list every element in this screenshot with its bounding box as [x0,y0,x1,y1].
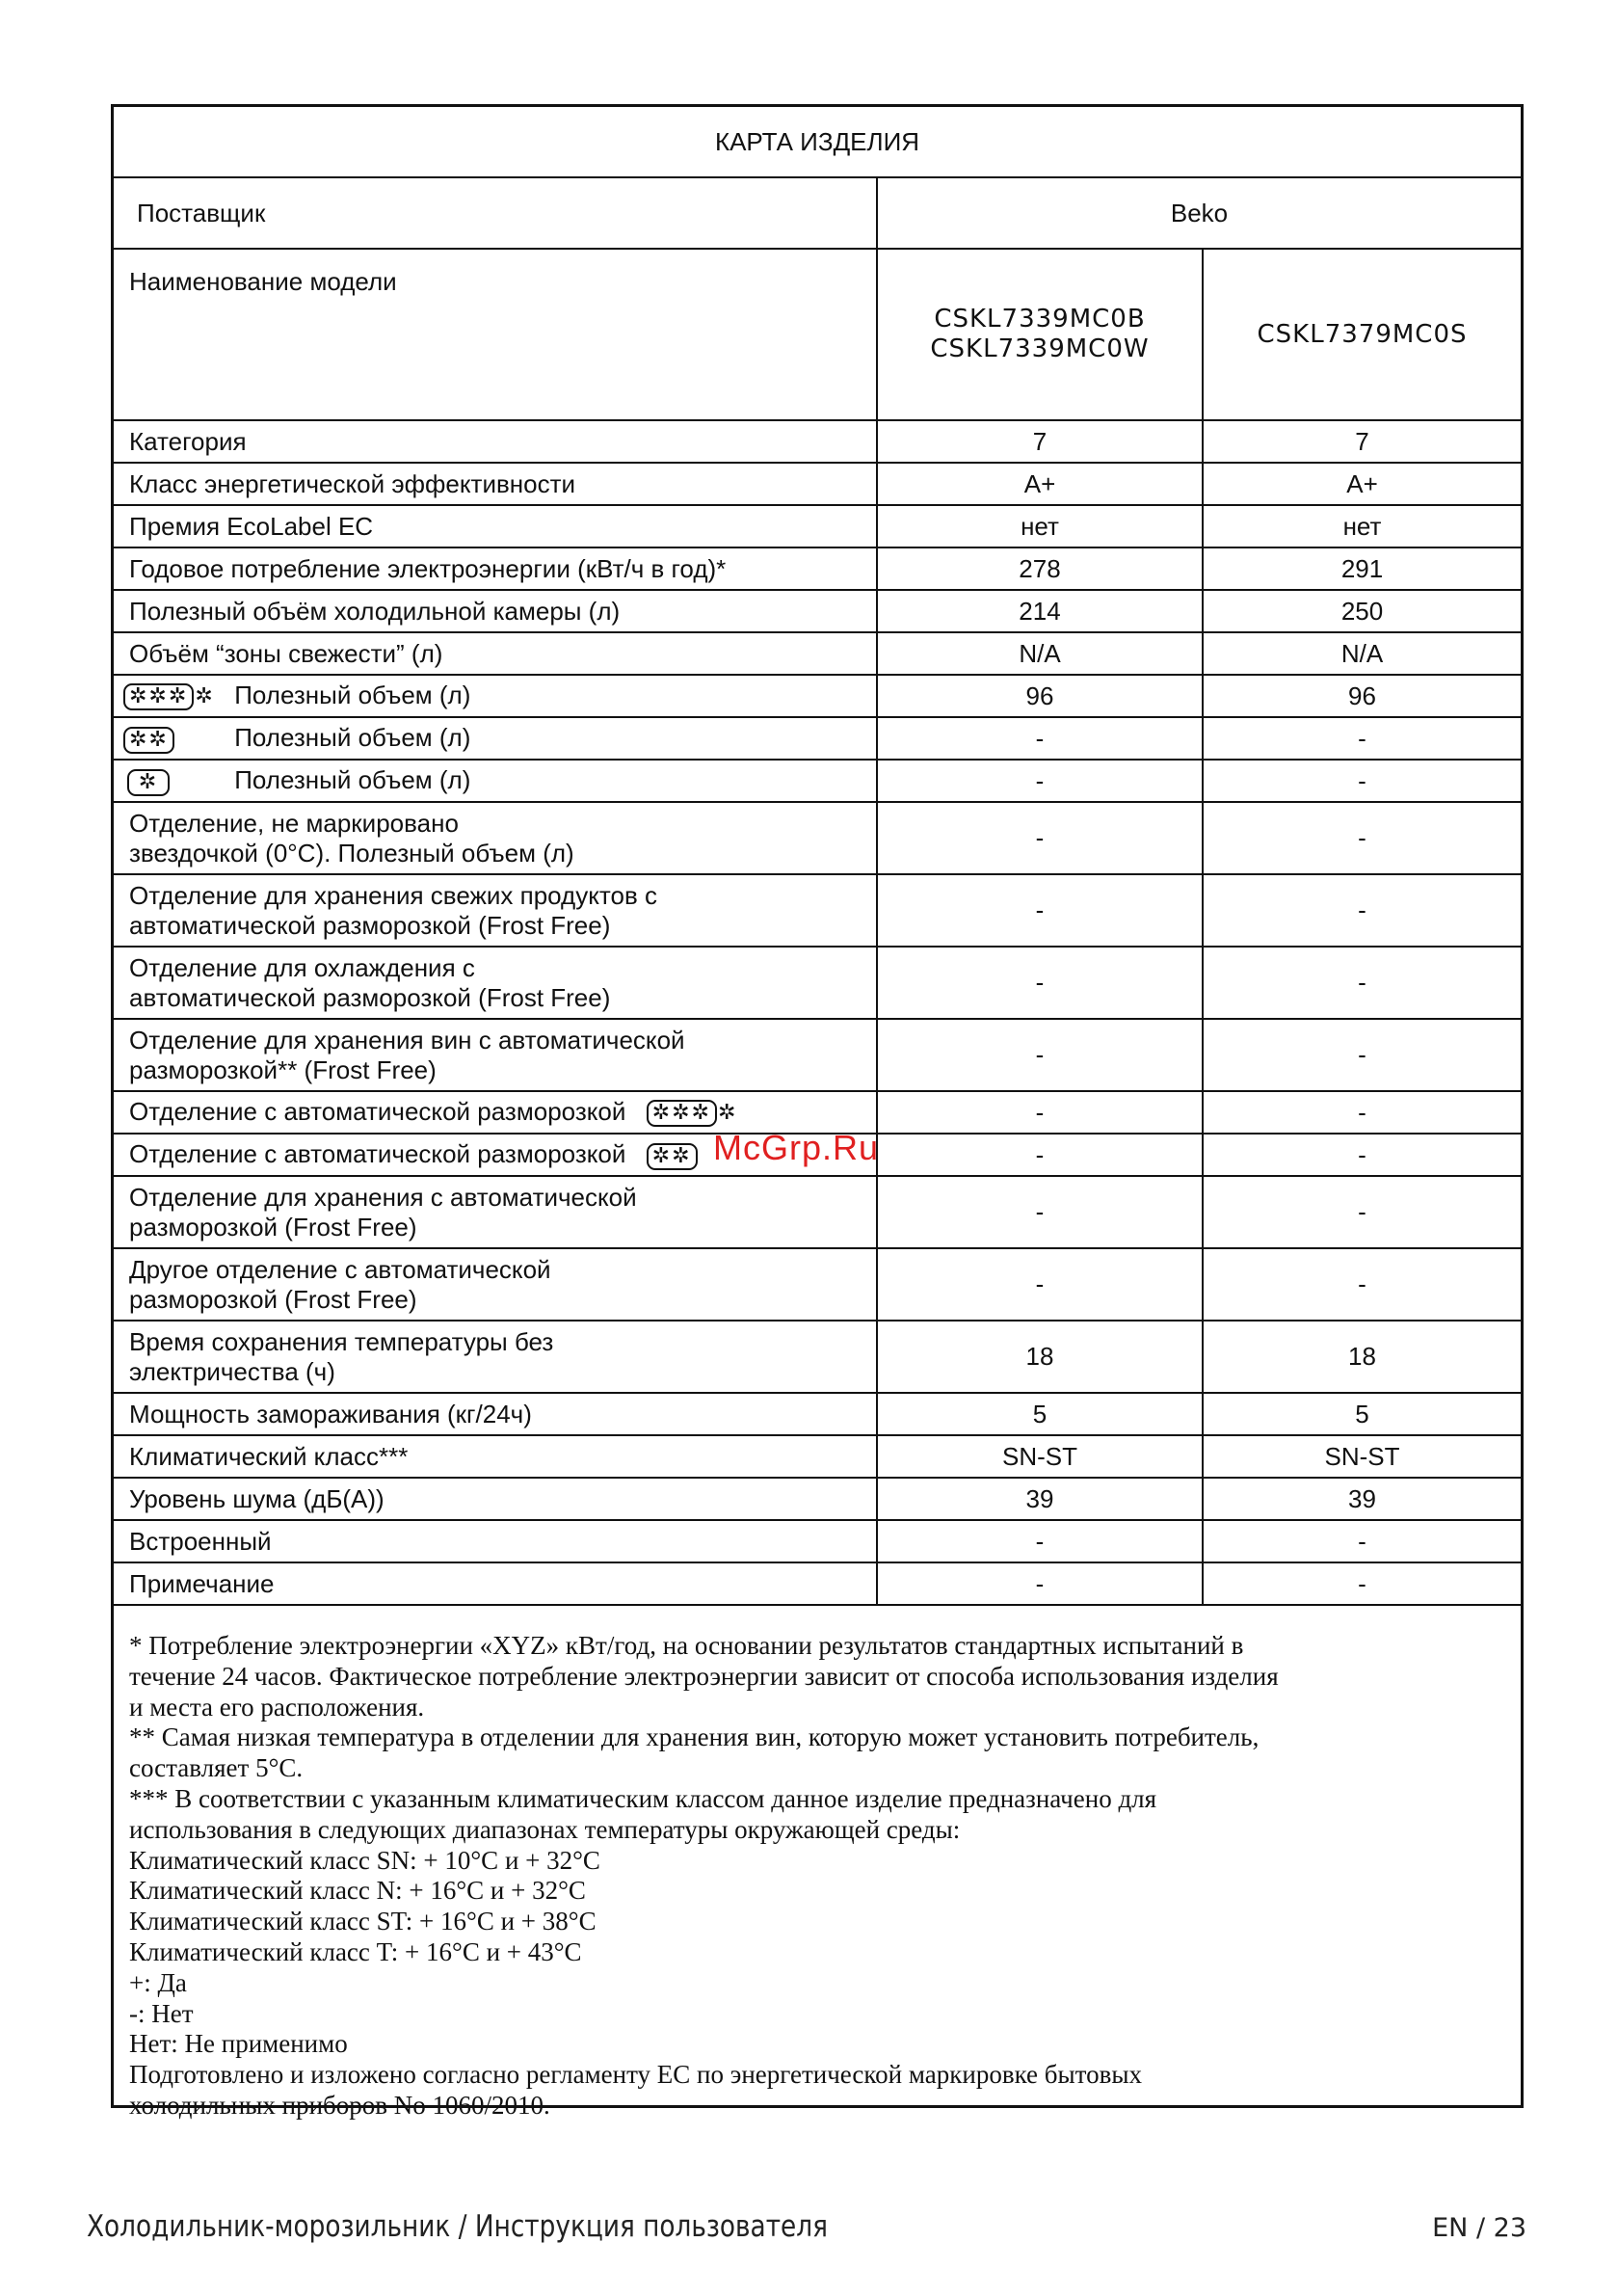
row-label [114,1176,877,1248]
row-value-2: N/A [1203,632,1521,675]
page-number: EN / 23 [1432,2213,1526,2243]
row-value-2: - [1203,802,1521,874]
table-row [114,463,1521,505]
table-row [114,675,1521,717]
table-row [114,632,1521,675]
footnote-line: Нет: Не применимо [129,2029,348,2059]
footnote-line: течение 24 часов. Фактическое потребление электроэнергии зависит от способа использования изделия [129,1661,1279,1691]
row-value-1: A+ [877,463,1203,505]
row-label: Объём “зоны свежести” (л) [114,632,877,675]
four-star-icon [647,1098,736,1128]
row-value-2: 250 [1203,590,1521,632]
row-label [114,802,877,874]
row-label [114,1248,877,1321]
row-value-1: 5 [877,1393,1203,1435]
product-card-table [114,107,1521,1606]
row-value-1: - [877,1248,1203,1321]
footnote-line: Климатический класс SN: + 10°C и + 32°C [129,1845,600,1875]
row-label: Уровень шума (дБ(А)) [114,1478,877,1520]
row-value-1: - [877,760,1203,802]
row-value-2: - [1203,1019,1521,1091]
footnote-line: и места его расположения. [129,1692,425,1722]
row-label-line2: разморозкой (Frost Free) [129,1284,417,1314]
footnote-line: Подготовлено и изложено согласно регламенту ЕС по энергетической маркировке бытовых [129,2060,1142,2090]
row-label: Климатический класс*** [114,1435,877,1478]
row-value-1: - [877,1176,1203,1248]
row-value-1: - [877,874,1203,947]
row-label-one-star [114,760,877,802]
table-row [114,947,1521,1019]
row-label-line2: электричества (ч) [129,1356,335,1386]
row-label-line2: автоматической разморозкой (Frost Free) [129,910,611,940]
footnote-line: Климатический класс T: + 16°C и + 43°C [129,1936,582,1966]
model-label: Наименование модели [114,249,877,420]
row-value-1: - [877,1134,1203,1176]
footnote-line: Климатический класс ST: + 16°C и + 38°C [129,1907,597,1936]
row-label-line2: разморозкой (Frost Free) [129,1212,417,1241]
row-label: Примечание [114,1562,877,1605]
star-box: ✲✲ [123,727,174,754]
four-star-icon [123,681,227,711]
row-label: Премия EcoLabel ЕС [114,505,877,547]
row-label [114,1321,877,1393]
card-title: КАРТА ИЗДЕЛИЯ [114,107,1521,177]
row-label-text: Полезный объем (л) [234,723,471,753]
row-value-1: - [877,1019,1203,1091]
row-value-2: SN-ST [1203,1435,1521,1478]
row-value-1: N/A [877,632,1203,675]
table-row [114,590,1521,632]
row-label-line1: Отделение, не маркировано [129,808,459,838]
table-row [114,802,1521,874]
footnote-line: +: Да [129,1967,187,1997]
row-label-text: Полезный объем (л) [234,680,471,709]
row-value-2: - [1203,1562,1521,1605]
row-label: Встроенный [114,1520,877,1562]
row-label-text: Отделение с автоматической разморозкой [129,1139,626,1169]
row-value-2: A+ [1203,463,1521,505]
footnote-line: * Потребление электроэнергии «XYZ» кВт/год, на основании результатов стандартных испытаний в [129,1631,1244,1660]
row-label-line1: Отделение для хранения свежих продуктов с [129,880,658,910]
row-label-line1: Другое отделение с автоматической [129,1254,551,1284]
row-value-1: нет [877,505,1203,547]
row-label-line1: Отделение для охлаждения с [129,952,475,982]
footnote-line: использования в следующих диапазонах температуры окружающей среды: [129,1814,961,1844]
row-label-line2: автоматической разморозкой (Frost Free) [129,982,611,1012]
row-value-1: 278 [877,547,1203,590]
table-row [114,1019,1521,1091]
row-label: Полезный объём холодильной камеры (л) [114,590,877,632]
product-card [111,104,1524,2120]
table-row [114,420,1521,463]
row-value-1: 7 [877,420,1203,463]
footnote-line: холодильных приборов No 1060/2010. [129,2090,550,2120]
table-row [114,1562,1521,1605]
row-label [114,947,877,1019]
row-label-text: Отделение с автоматической разморозкой [129,1096,626,1126]
row-value-1: - [877,947,1203,1019]
star-box: ✲ [127,769,170,796]
row-value-2: 7 [1203,420,1521,463]
row-label [114,874,877,947]
row-label-line2: разморозкой** (Frost Free) [129,1055,437,1084]
row-value-2: - [1203,717,1521,760]
row-value-2: нет [1203,505,1521,547]
row-value-2: - [1203,1248,1521,1321]
row-label [114,1019,877,1091]
row-value-1: - [877,1520,1203,1562]
star-box: ✲✲✲ [647,1100,717,1127]
table-row [114,717,1521,760]
supplier-value: Beko [877,177,1521,249]
watermark: McGrp.Ru [713,1128,880,1167]
star-free: ✲ [195,684,213,709]
row-value-2: 96 [1203,675,1521,717]
row-label: Мощность замораживания (кг/24ч) [114,1393,877,1435]
row-value-1: SN-ST [877,1435,1203,1478]
two-star-icon [647,1143,698,1170]
table-row [114,1478,1521,1520]
row-value-2: - [1203,947,1521,1019]
row-value-2: - [1203,760,1521,802]
model-col1 [877,249,1203,420]
table-row [114,1176,1521,1248]
table-row [114,505,1521,547]
row-value-1: - [877,802,1203,874]
table-row [114,547,1521,590]
row-value-2: 18 [1203,1321,1521,1393]
row-label-four-star [114,675,877,717]
row-label-two-star [114,717,877,760]
model-col1-line2: CSKL7339MC0W [930,334,1150,363]
star-box: ✲✲✲ [123,683,194,710]
row-value-2: - [1203,1091,1521,1134]
model-col1-line1: CSKL7339MC0B [934,305,1146,334]
row-value-2: 39 [1203,1478,1521,1520]
row-value-1: 214 [877,590,1203,632]
row-label-line1: Отделение для хранения с автоматической [129,1182,637,1212]
row-value-2: 291 [1203,547,1521,590]
table-row [114,874,1521,947]
row-label-text: Полезный объем (л) [234,765,471,795]
table-row [114,760,1521,802]
footnote-line: -: Нет [129,1998,194,2028]
row-value-2: 5 [1203,1393,1521,1435]
table-row [114,1393,1521,1435]
supplier-label: Поставщик [114,177,877,249]
row-label-line2: звездочкой (0°C). Полезный объем (л) [129,838,574,868]
footnotes [114,1606,1521,2122]
row-value-2: - [1203,1520,1521,1562]
star-box: ✲✲ [647,1143,698,1170]
row-value-1: 96 [877,675,1203,717]
footnote-line: *** В соответствии с указанным климатическим классом данное изделие предназначено для [129,1783,1157,1813]
footer-title: Холодильник-морозильник / Инструкция пользователя [87,2209,828,2244]
table-row [114,1520,1521,1562]
row-label: Годовое потребление электроэнергии (кВт/ч в год)* [114,547,877,590]
row-value-2: - [1203,874,1521,947]
footnote-line: ** Самая низкая температура в отделении для хранения вин, которую может установить потребитель, [129,1722,1260,1752]
row-value-1: 18 [877,1321,1203,1393]
table-row [114,1435,1521,1478]
row-value-1: - [877,717,1203,760]
row-label: Категория [114,420,877,463]
row-label-line1: Отделение для хранения вин с автоматической [129,1025,685,1055]
one-star-icon [127,769,227,796]
row-value-2: - [1203,1176,1521,1248]
footnote-line: составляет 5°C. [129,1753,304,1783]
two-star-icon [123,727,227,754]
footnote-line: Климатический класс N: + 16°C и + 32°C [129,1876,586,1906]
row-value-2: - [1203,1134,1521,1176]
row-value-1: - [877,1091,1203,1134]
table-row [114,1321,1521,1393]
row-label: Класс энергетической эффективности [114,463,877,505]
row-label-line1: Время сохранения температуры без [129,1326,554,1356]
star-free: ✲ [717,1101,736,1126]
row-value-1: - [877,1562,1203,1605]
table-row [114,1248,1521,1321]
row-value-1: 39 [877,1478,1203,1520]
model-col2: CSKL7379MC0S [1203,249,1521,420]
